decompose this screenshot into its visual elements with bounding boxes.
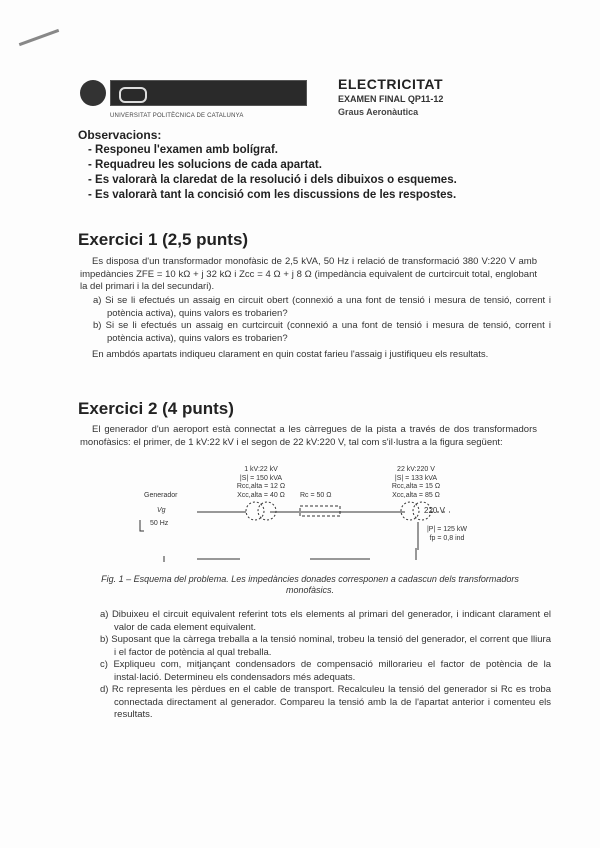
exercise1-item-b: b) Si se li efectués un assaig en curtcircuit (connexió a una font de tensió i mesura de tensió, corrent i potència activa), quins valors es trobarien? [93,320,551,344]
generator-voltage: Vg [157,507,166,514]
generator-label: Generador [144,492,178,499]
exercise2-title: Exercici 2 (4 punts) [78,399,234,418]
load-power: |P| = 125 kW [426,526,467,533]
observation-item: - Es valorarà la claredat de la resolució i dels dibuixos o esquemes. [88,174,457,186]
observation-item: - Responeu l'examen amb bolígraf. [88,144,278,156]
observation-item: - Requadreu les solucions de cada apartat. [88,159,322,171]
t1-reactance: Xcc,alta = 40 Ω [237,491,285,499]
transformer2-specs [380,466,452,500]
transformer1-specs [226,466,296,500]
load-voltage: 220 V [424,506,445,515]
exercise1-item-a: a) Si se li efectués un assaig en circuit obert (connexió a una font de tensió i mesura de tensió, corrent i potència activa), quins valors es trobarien? [93,295,551,319]
load-specs [422,526,472,543]
exercise2-item-b: b) Suposant que la càrrega treballa a la tensió nominal, trobeu la tensió del generador, el corrent que lliura i el factor de potència al qual treballa. [100,634,551,658]
exercise2-item-a: a) Dibuixeu el circuit equivalent referint tots els elements al primari del generador, i indicant clarament el valor de cada element equivalent. [100,609,551,633]
t2-reactance: Xcc,alta = 85 Ω [392,491,440,499]
university-name: UNIVERSITAT POLITÈCNICA DE CATALUNYA [110,113,244,119]
t1-ratio: 1 kV:22 kV [244,466,278,473]
figure-caption: Fig. 1 – Esquema del problema. Les impedàncies donades corresponen a cadascun dels transformadors monofàsics. [101,574,519,595]
degree-name: Graus Aeronàutica [338,107,419,117]
t1-power: |S| = 150 kVA [239,474,283,482]
exercise1-closing: En ambdós apartats indiqueu clarament en quin costat farieu l'assaig i justifiqueu els resultats. [92,349,489,360]
exercise2-item-c: c) Expliqueu com, mitjançant condensadors de compensació millorarieu el factor de potència de la instal·lació. Determineu els condensadors més adequats. [100,659,551,683]
exercise1-intro: Es disposa d'un transformador monofàsic de 2,5 kVA, 50 Hz i relació de transformació 380 V:220 V amb impedàncies ZFE = 10 kΩ + j 32 kΩ i Zcc = 4 Ω + j 8 Ω (impedància equivalent de curtcircuit total, englobant la del primari i la del secundari). [80,256,537,292]
exercise2-intro: El generador d'un aeroport està connectat a les càrregues de la pista a través de dos transformadors monofàsics: el primer, de 1 kV:22 kV i el segon de 22 kV:220 V, tal com s'il·lustra a la figura següent: [80,424,537,448]
t1-resistance: Rcc,alta = 12 Ω [236,483,286,490]
exercise1-title: Exercici 1 (2,5 punts) [78,230,249,249]
exam-name: EXAMEN FINAL QP11-12 [338,94,444,104]
load-power-factor: fp = 0,8 ind [429,534,465,542]
course-title: ELECTRICITAT [338,76,444,92]
t2-power: |S| = 133 kVA [394,474,438,482]
exercise2-item-d: d) Rc representa les pèrdues en el cable de transport. Recalculeu la tensió del generador si Rc es troba connectada directament al generador. Compareu la tensió amb la de l'apartat anterior i comenteu els resultats. [100,684,551,720]
resistor-rc [300,506,340,516]
t2-resistance: Rcc,alta = 15 Ω [391,483,441,490]
observations-heading: Observacions: [78,128,162,142]
generator-frequency: 50 Hz [150,520,169,527]
line-resistance-label: Rc = 50 Ω [300,492,332,499]
observation-item: - Es valorarà tant la concisió com les discussions de les respostes. [88,189,457,201]
t2-ratio: 22 kV:220 V [397,466,435,473]
